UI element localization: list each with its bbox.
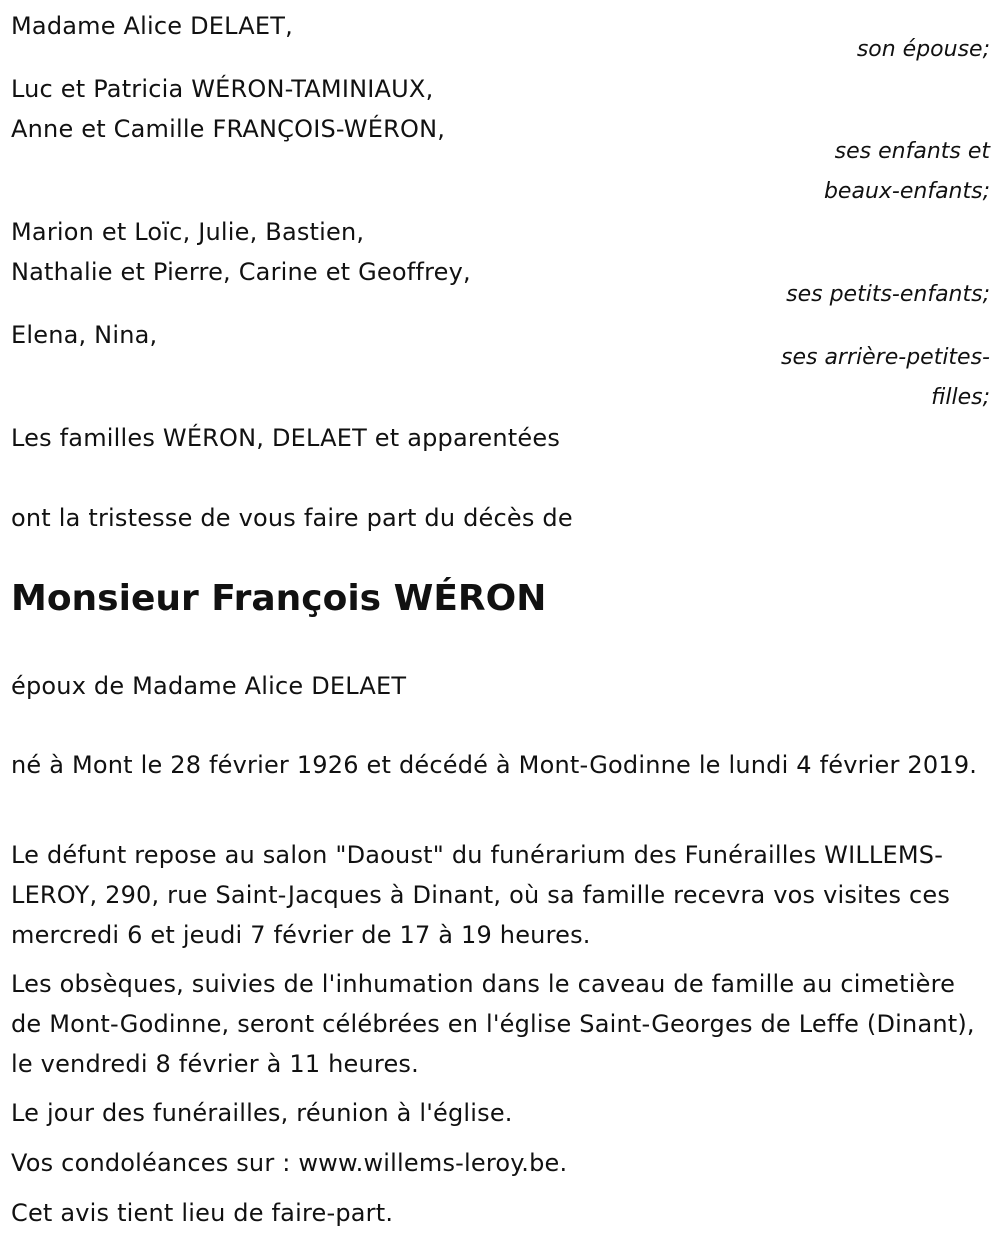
grandchildren-relation: ses petits-enfants;	[786, 282, 990, 307]
meeting-paragraph: Le jour des funérailles, réunion à l'église.	[11, 1099, 513, 1127]
great-grandchildren: Elena, Nina,	[11, 321, 158, 349]
children-line-1: Luc et Patricia WÉRON-TAMINIAUX,	[11, 75, 434, 103]
funeral-paragraph: Les obsèques, suivies de l'inhumation dans le caveau de famille au cimetière de Mont-Godinne, seront célébrées en l'église Saint-Georges de Leffe (Dinant), le vendredi 8 février à 11 heures.	[11, 970, 975, 1078]
spouse-relation: son épouse;	[856, 37, 990, 62]
grandchildren-line-1: Marion et Loïc, Julie, Bastien,	[11, 218, 365, 246]
children-line-2: Anne et Camille FRANÇOIS-WÉRON,	[11, 115, 446, 143]
condolences-paragraph: Vos condoléances sur : www.willems-leroy.be.	[11, 1149, 568, 1177]
children-relation-line-1: ses enfants et	[834, 139, 990, 164]
visitation-paragraph: Le défunt repose au salon "Daoust" du funérarium des Funérailles WILLEMS-LEROY, 290, rue Saint-Jacques à Dinant, où sa famille recevra vos visites ces mercredi 6 et jeudi 7 février de 17 à 19 heures.	[11, 841, 951, 949]
spouse-of-line: époux de Madame Alice DELAET	[11, 672, 407, 700]
deceased-name: Monsieur François WÉRON	[11, 578, 547, 619]
children-relation-line-2: beaux-enfants;	[823, 179, 990, 204]
great-grandchildren-relation-line-1: ses arrière-petites-	[781, 345, 990, 370]
great-grandchildren-relation-line-2: filles;	[931, 385, 990, 410]
notice-paragraph: Cet avis tient lieu de faire-part.	[11, 1199, 394, 1227]
spouse-name: Madame Alice DELAET,	[11, 12, 293, 40]
families-line: Les familles WÉRON, DELAET et apparentées	[11, 424, 561, 452]
birth-death-paragraph: né à Mont le 28 février 1926 et décédé à Mont-Godinne le lundi 4 février 2019.	[11, 751, 978, 779]
grandchildren-line-2: Nathalie et Pierre, Carine et Geoffrey,	[11, 258, 471, 286]
announcement-line: ont la tristesse de vous faire part du décès de	[11, 504, 573, 532]
